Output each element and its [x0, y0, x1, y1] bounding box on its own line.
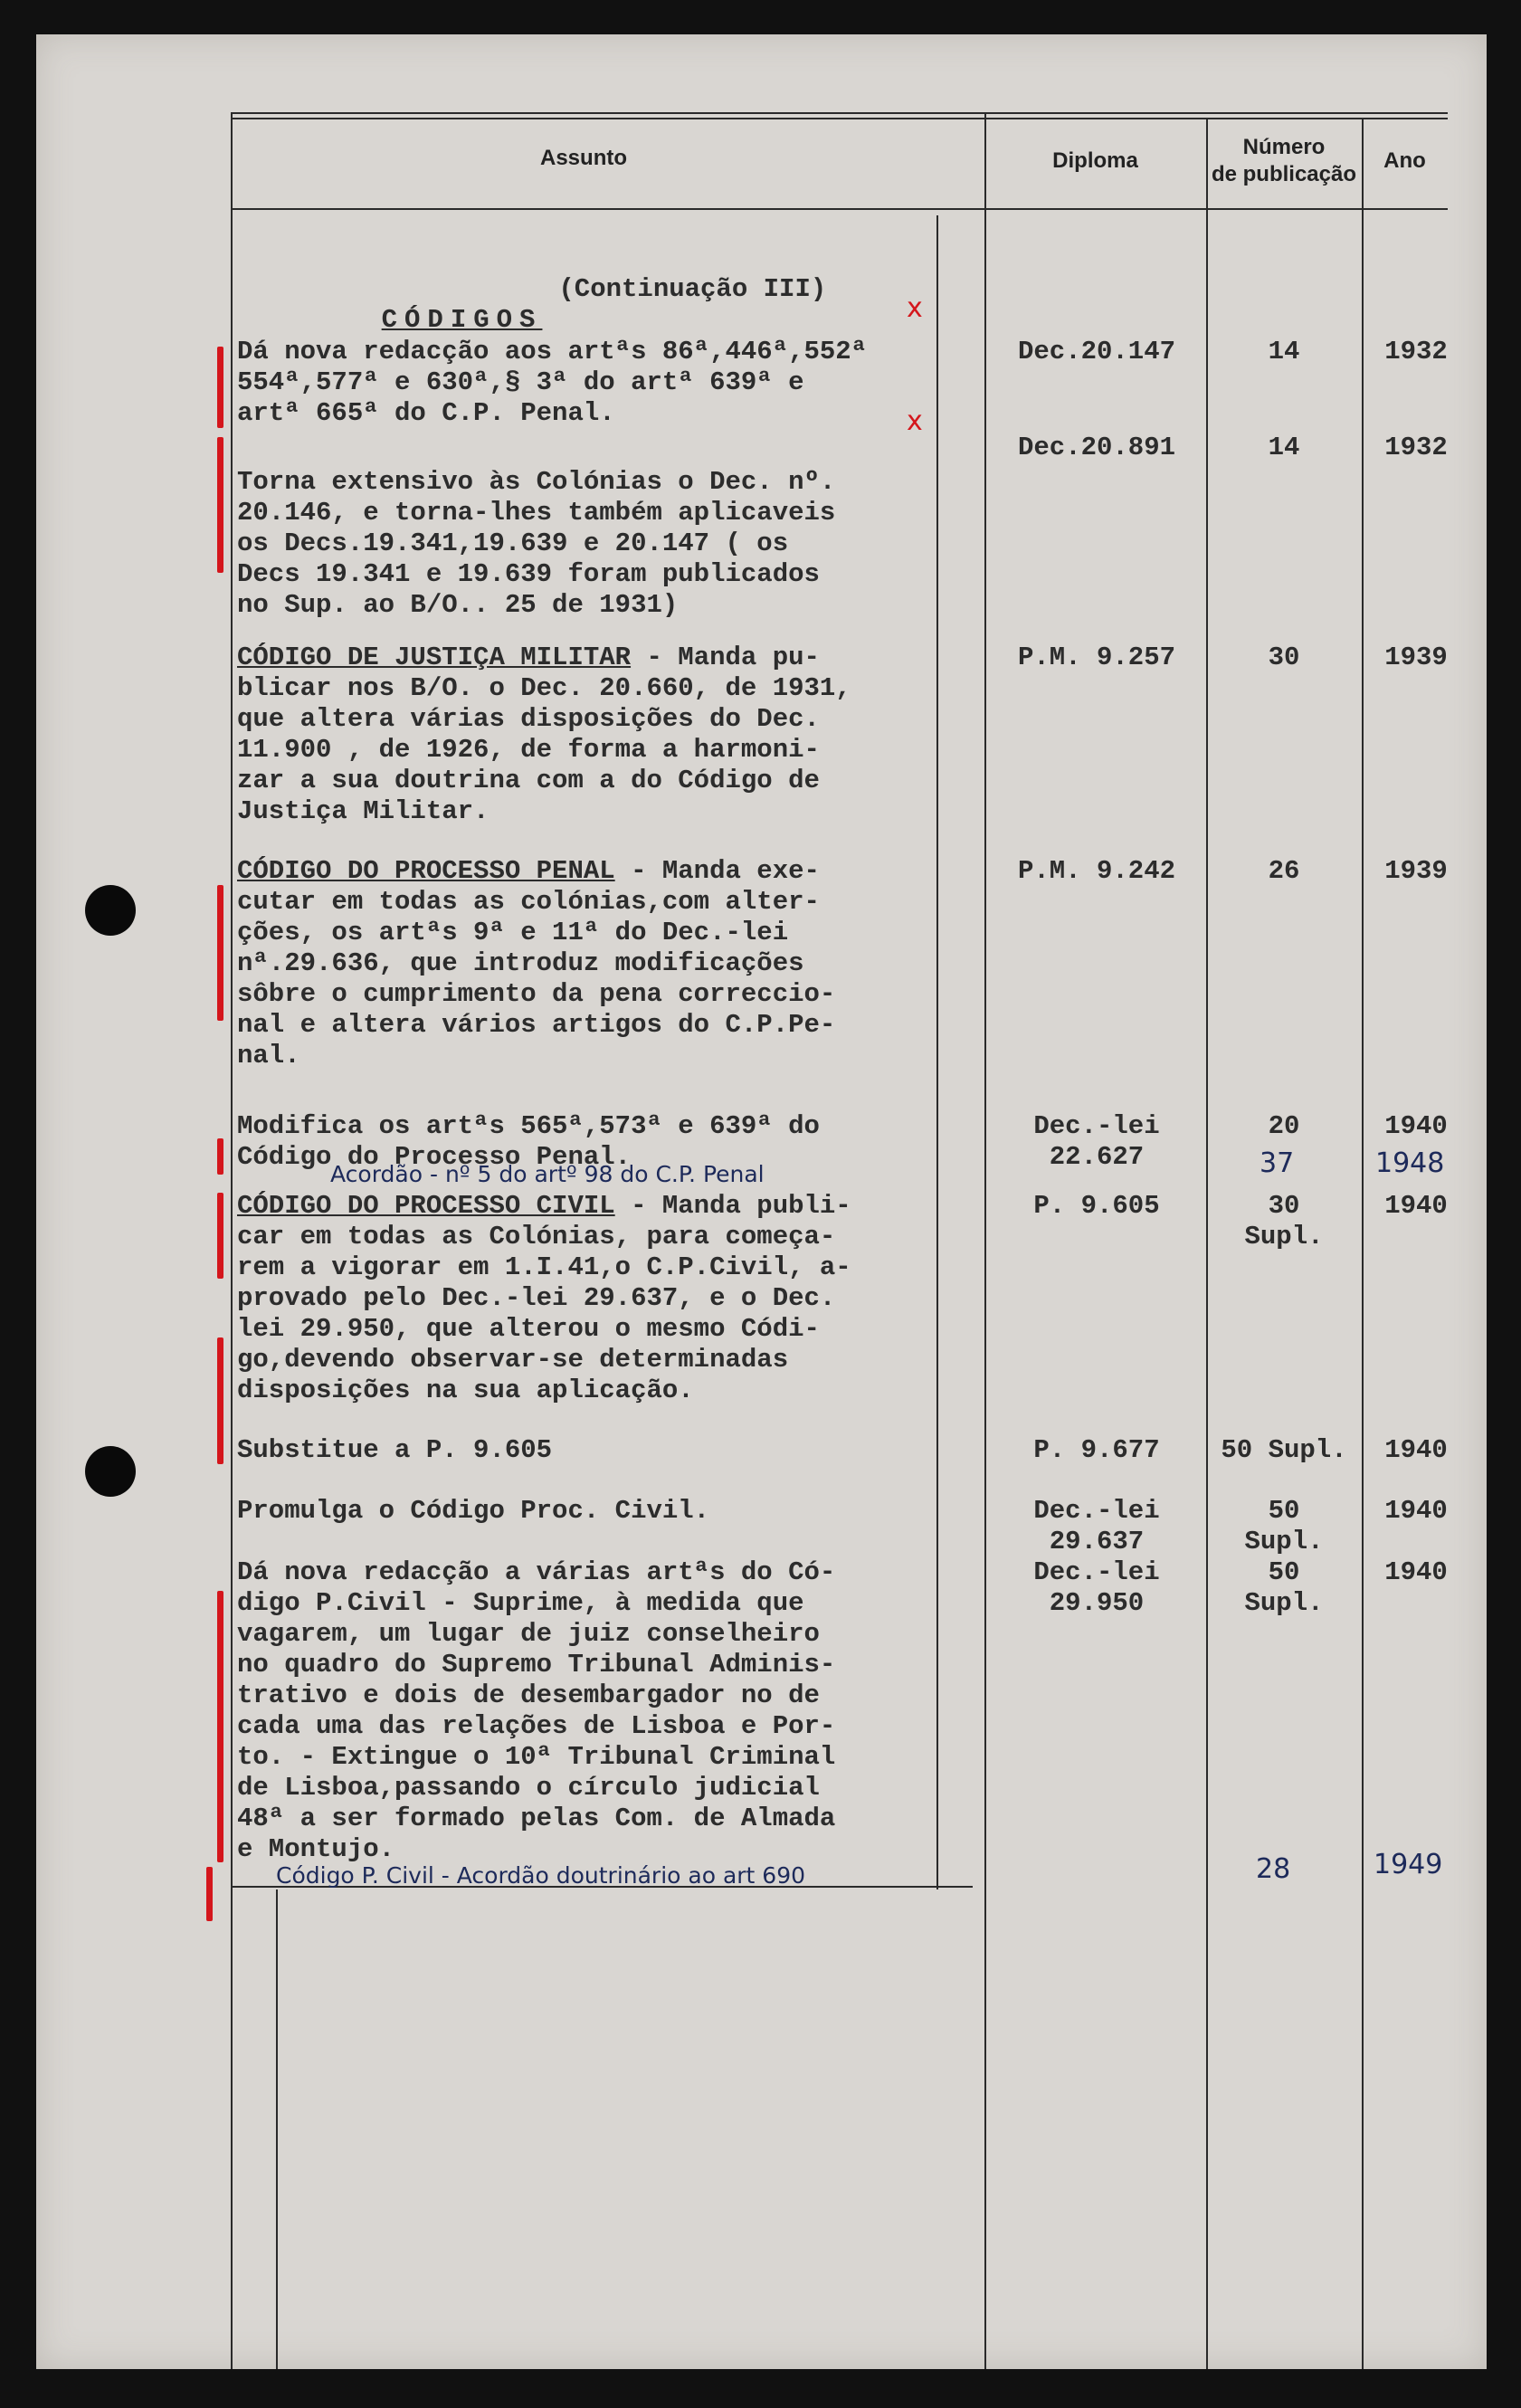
red-margin-bar-8 [206, 1867, 213, 1921]
red-margin-bar-3 [217, 885, 223, 1021]
entry-6-title: CÓDIGO DO PROCESSO CIVIL [237, 1191, 615, 1221]
entry-2-text: Torna extensivo às Colónias o Dec. nº. 20.146, e torna-lhes também aplicaveis os Decs.19.341,19.639 e 20.147 ( os Decs 19.341 e 19.639 foram publicados no Sup. ao B/O.. 25 de 1931) [237, 467, 836, 620]
entry-1-ano: 1932 [1384, 337, 1448, 366]
entry-2-numero: 14 [1268, 433, 1300, 462]
index-card [36, 34, 1487, 2369]
entry-1-text: Dá nova redacção aos artªs 86ª,446ª,552ª 554ª,577ª e 630ª,§ 3ª do artª 639ª e artª 665ª do C.P. Penal. [237, 337, 868, 428]
header-numero-line1: Número [1242, 135, 1326, 159]
col-left-border [231, 112, 233, 2369]
red-margin-bar-4 [217, 1138, 223, 1175]
entry-6-text [237, 1191, 851, 1406]
entry-1-numero: 14 [1268, 337, 1300, 366]
red-margin-bar-7 [217, 1591, 223, 1862]
entry-3-diploma: P.M. 9.257 [1017, 642, 1176, 672]
entry-2-ano: 1932 [1384, 433, 1448, 462]
entry-5-numero: 20 [1268, 1111, 1300, 1141]
entry-9-numero: 50 Supl. [1244, 1557, 1324, 1618]
handwritten-note-1-numero: 37 [1260, 1147, 1295, 1179]
col-diploma-left [984, 112, 986, 2369]
entry-7-ano: 1940 [1384, 1435, 1448, 1465]
entry-4-ano: 1939 [1384, 856, 1448, 886]
entry-9-ano: 1940 [1384, 1557, 1448, 1587]
entry-6-ano: 1940 [1384, 1191, 1448, 1221]
section-title-suffix: (Continuação III) [543, 274, 827, 304]
entry-6-body: - Manda publi- car em todas as Colónias, para começa- rem a vigorar em 1.I.41,o C.P.Civil, a- provado pelo Dec.-lei 29.637, e o Dec. lei 29.950, que alterou o mesmo Códi- go,devendo observar-se determinadas disposições na sua aplicação. [237, 1191, 851, 1405]
entry-3-numero: 30 [1268, 642, 1300, 672]
entry-5-diploma: Dec.-lei 22.627 [1033, 1111, 1160, 1172]
entry-6-numero: 30 Supl. [1244, 1191, 1324, 1252]
handwritten-note-2-numero: 28 [1256, 1853, 1291, 1885]
header-assunto: Assunto [540, 146, 627, 170]
entry-3-body: - Manda pu- blicar nos B/O. o Dec. 20.660, de 1931, que altera várias disposições do Dec. 11.900 , de 1926, de forma a harmoni- zar a sua doutrina com a do Código de Justiça Militar. [237, 642, 851, 826]
punch-hole-top [85, 885, 136, 936]
entry-8-diploma: Dec.-lei 29.637 [1033, 1496, 1160, 1556]
table-top-rule [231, 112, 1448, 114]
header-ano: Ano [1383, 148, 1426, 173]
entry-8-ano: 1940 [1384, 1496, 1448, 1526]
header-diploma: Diploma [1052, 148, 1138, 173]
entry-7-diploma: P. 9.677 [1033, 1435, 1160, 1465]
col-assunto-inner [936, 215, 938, 1889]
entry-8-text: Promulga o Código Proc. Civil. [237, 1496, 710, 1526]
entry-3-ano: 1939 [1384, 642, 1448, 672]
entry-7-text: Substitue a P. 9.605 [237, 1435, 553, 1465]
table-top-rule-2 [231, 118, 1448, 119]
red-margin-bar-2 [217, 437, 223, 573]
red-margin-bar-5 [217, 1193, 223, 1279]
entry-4-numero: 26 [1268, 856, 1300, 886]
entry-5-text: Modifica os artªs 565ª,573ª e 639ª do Código do Processo Penal. [237, 1111, 820, 1172]
entry-6-diploma: P. 9.605 [1033, 1191, 1160, 1221]
red-x-mark-1: x [907, 292, 923, 324]
entry-4-title: CÓDIGO DO PROCESSO PENAL [237, 856, 615, 886]
entry-1-diploma: Dec.20.147 [1017, 337, 1176, 366]
handwritten-note-2: Código P. Civil - Acordão doutrinário ao art 690 [276, 1862, 806, 1889]
entry-7-numero: 50 Supl. [1221, 1435, 1347, 1465]
red-x-mark-2: x [907, 405, 923, 437]
entry-4-diploma: P.M. 9.242 [1017, 856, 1176, 886]
header-bottom-rule [231, 208, 1448, 210]
red-margin-bar-6 [217, 1337, 223, 1464]
handwritten-note-2-ano: 1949 [1374, 1849, 1443, 1880]
entry-2-diploma: Dec.20.891 [1017, 433, 1176, 462]
entry-4-text [237, 856, 835, 1071]
entry-5-ano: 1940 [1384, 1111, 1448, 1141]
col-assunto-subline [276, 1889, 278, 2369]
entry-9-text: Dá nova redacção a várias artªs do Có- digo P.Civil - Suprime, à medida que vagarem, um lugar de juiz conselheiro no quadro do Supremo Tribunal Adminis- trativo e dois de desembargador no de cada uma das relações de Lisboa e Por- to. - Extingue o 10ª Tribunal Criminal de Lisboa,passando o círculo judicial 48ª a ser formado pelas Com. de Almada e Montujo. [237, 1557, 836, 1864]
handwritten-note-1: Acordão - nº 5 do artº 98 do C.P. Penal [330, 1161, 765, 1187]
punch-hole-bottom [85, 1446, 136, 1497]
entry-8-numero: 50 Supl. [1244, 1496, 1324, 1556]
red-margin-bar-1 [217, 347, 223, 428]
header-numero-line2: de publicação [1211, 162, 1357, 186]
entry-3-text [237, 642, 851, 827]
entry-9-diploma: Dec.-lei 29.950 [1033, 1557, 1160, 1618]
handwritten-note-1-ano: 1948 [1375, 1147, 1445, 1179]
entry-3-title: CÓDIGO DE JUSTIÇA MILITAR [237, 642, 632, 672]
entry-4-body: - Manda exe- cutar em todas as colónias,com alter- ções, os artªs 9ª e 11ª do Dec.-lei nª.29.636, que introduz modificações sôbre o cumprimento da pena correccio- nal e altera vários artigos do C.P.Pe- nal. [237, 856, 836, 1071]
section-title-main: CÓDIGOS [381, 305, 543, 335]
